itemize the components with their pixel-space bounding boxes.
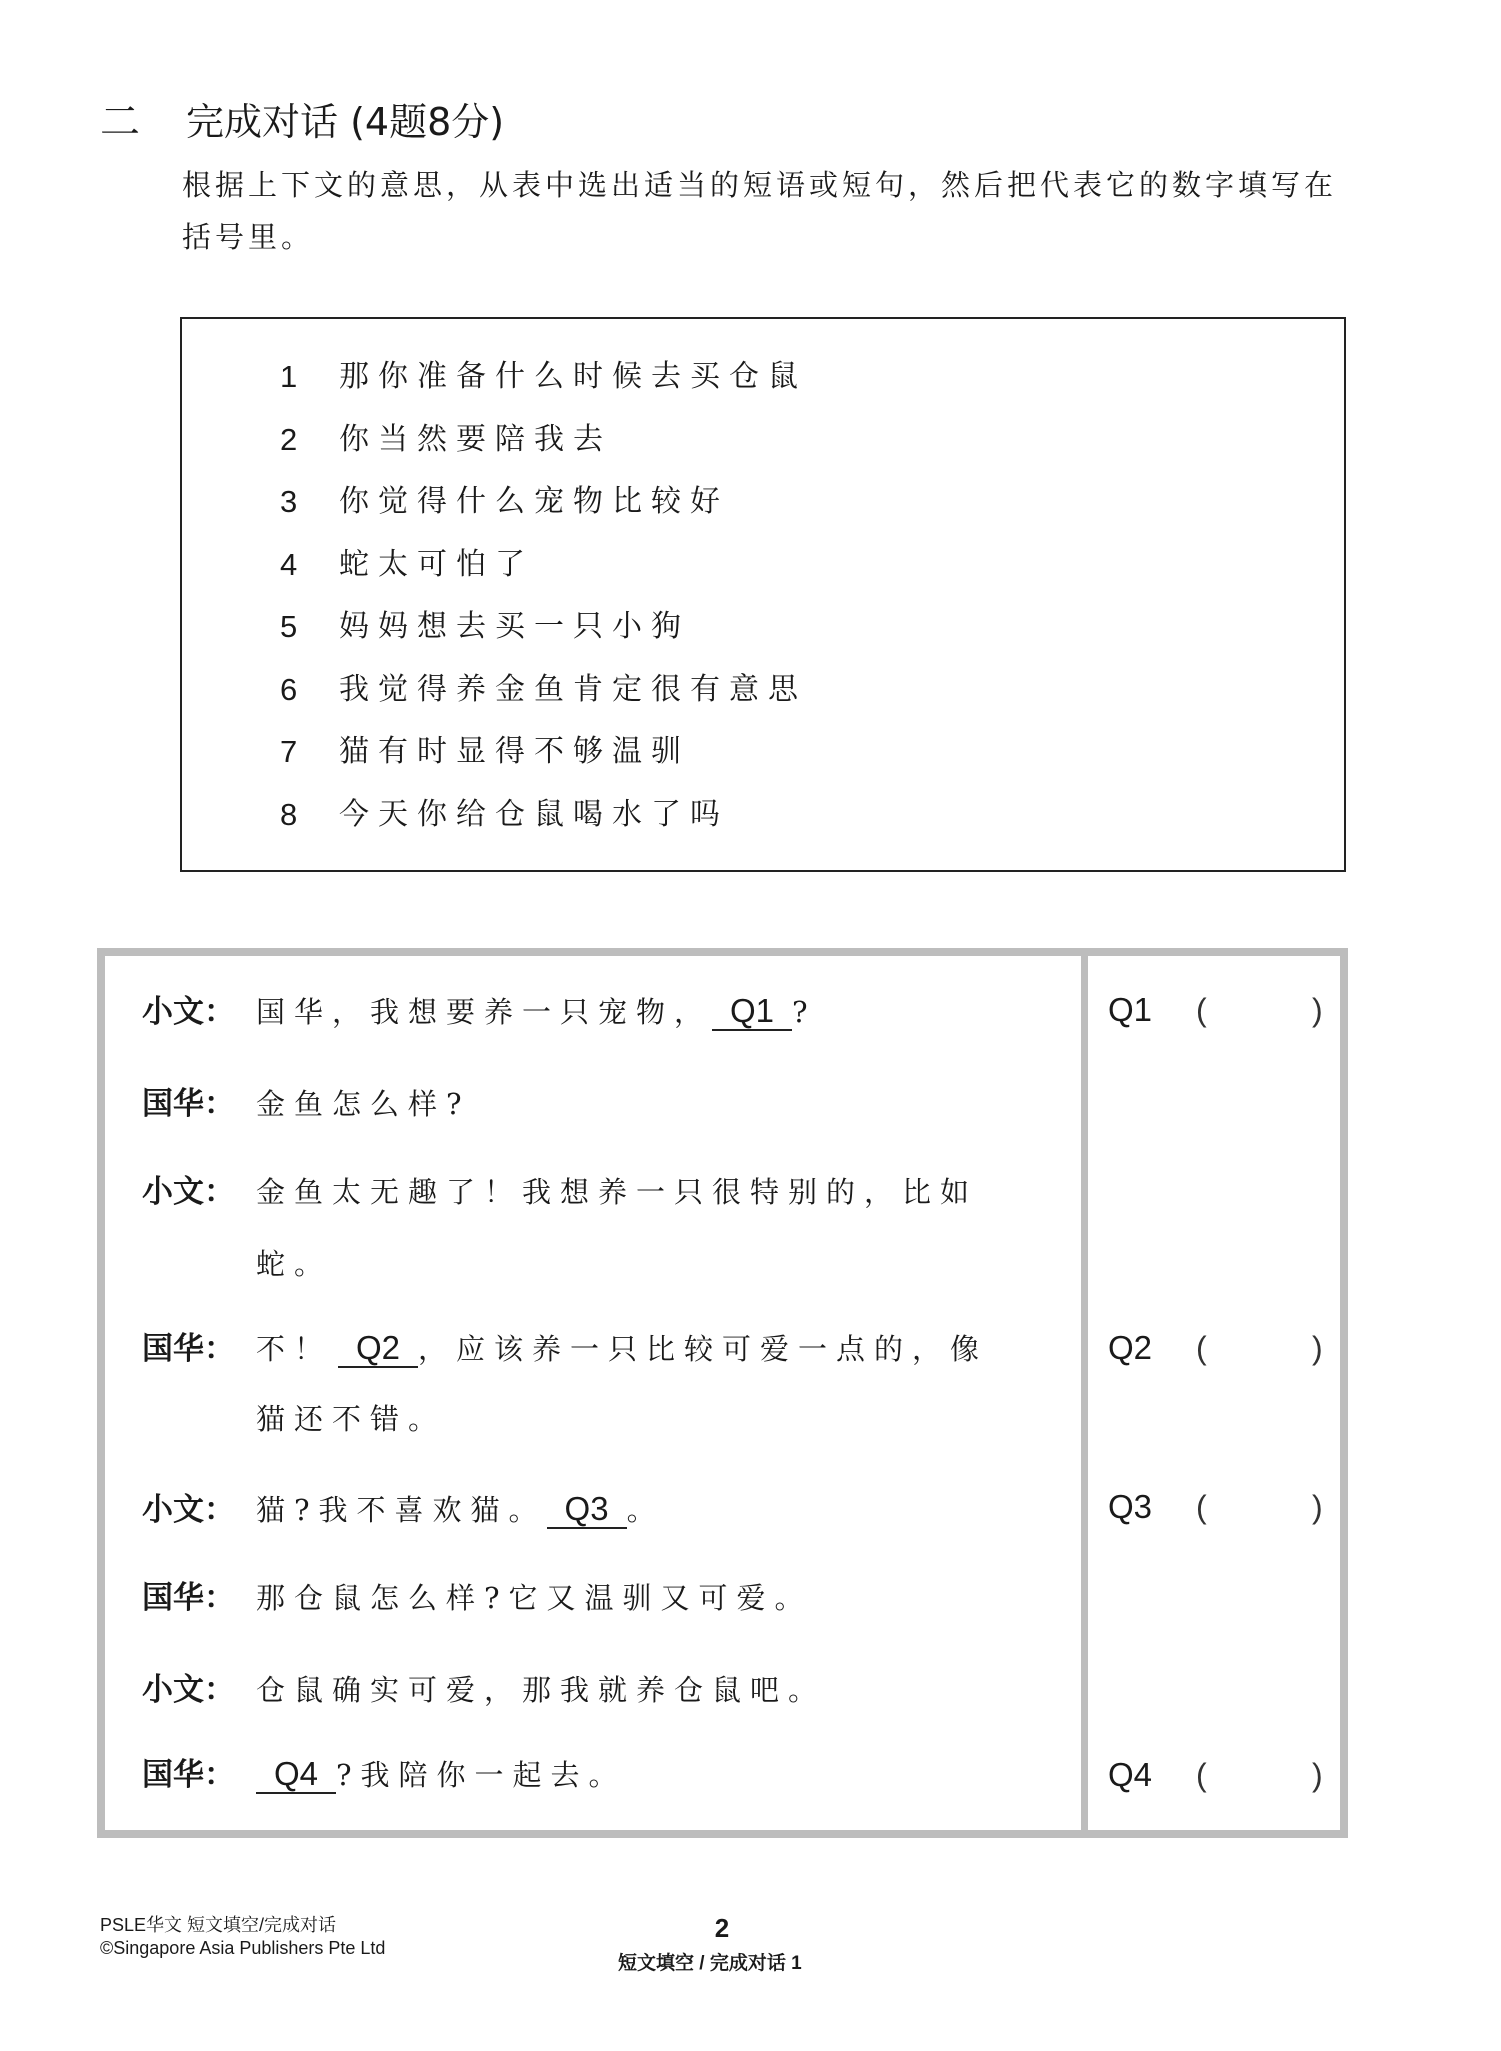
option-3-text: 你觉得什么宠物比较好	[339, 484, 729, 519]
option-7-number: 7	[280, 734, 298, 769]
speaker-label: 小文：	[142, 1492, 235, 1528]
answer-open-paren: (	[1196, 1330, 1207, 1366]
footer-book-title: PSLE华文 短文填空/完成对话	[100, 1915, 337, 1935]
dialogue-text: 金鱼太无趣了！我想养一只很特别的，比如	[256, 1175, 979, 1209]
dialogue-text: ，应该养一只比较可爱一点的，像	[418, 1332, 989, 1366]
answer-close-paren: )	[1312, 1489, 1323, 1525]
option-3-number: 3	[280, 484, 298, 519]
speaker-label: 国华：	[142, 1086, 235, 1122]
dialogue-line-4-continued	[256, 1397, 446, 1441]
option-8-number: 8	[280, 797, 298, 832]
answer-close-paren: )	[1312, 1330, 1323, 1366]
dialogue-line-6	[256, 1576, 813, 1620]
dialogue-line-7	[256, 1668, 826, 1712]
answer-label-q2: Q2	[1108, 1329, 1153, 1366]
blank-q1: Q1	[712, 993, 792, 1031]
speaker-label: 小文：	[142, 1672, 235, 1708]
answer-open-paren: (	[1196, 992, 1207, 1028]
answer-open-paren: (	[1196, 1489, 1207, 1525]
option-5-text: 妈妈想去买一只小狗	[339, 609, 690, 644]
dialogue-column-divider	[1081, 948, 1088, 1838]
answer-close-paren: )	[1312, 1757, 1323, 1793]
dialogue-text: 金鱼怎么样?	[256, 1087, 471, 1121]
speaker-label: 国华：	[142, 1331, 235, 1367]
speaker-label: 小文：	[142, 994, 235, 1030]
dialogue-text: 国华，我想要养一只宠物，	[256, 995, 713, 1029]
dialogue-text: 不！	[256, 1332, 333, 1366]
answer-close-paren: )	[1312, 992, 1323, 1028]
option-6-text: 我觉得养金鱼肯定很有意思	[339, 672, 807, 707]
dialogue-text: 蛇。	[256, 1247, 333, 1281]
answer-field-q1[interactable]	[1218, 990, 1308, 1030]
blank-q4: Q4	[256, 1756, 336, 1794]
answer-label-q4: Q4	[1108, 1756, 1153, 1793]
option-7-text: 猫有时显得不够温驯	[339, 734, 690, 769]
answer-field-q3[interactable]	[1218, 1487, 1308, 1527]
page-subtitle: 短文填空 / 完成对话 1	[618, 1953, 802, 1974]
answer-label-q3: Q3	[1108, 1488, 1153, 1525]
answer-field-q4[interactable]	[1218, 1755, 1308, 1795]
dialogue-line-8	[256, 1753, 627, 1797]
instruction-line-2: 括号里。	[182, 220, 315, 254]
answer-label-q1: Q1	[1108, 991, 1153, 1028]
blank-q2: Q2	[338, 1330, 418, 1368]
option-4-text: 蛇太可怕了	[339, 547, 534, 582]
section-title: 完成对话 (4题8分)	[186, 100, 505, 144]
option-2-text: 你当然要陪我去	[339, 422, 612, 457]
dialogue-line-1	[256, 990, 817, 1034]
answer-open-paren: (	[1196, 1757, 1207, 1793]
dialogue-line-3	[256, 1170, 978, 1214]
dialogue-line-5	[256, 1488, 665, 1532]
option-2-number: 2	[280, 422, 298, 457]
speaker-label: 国华：	[142, 1580, 235, 1616]
dialogue-line-3-continued	[256, 1242, 332, 1286]
option-8-text: 今天你给仓鼠喝水了吗	[339, 797, 729, 832]
footer-copyright: ©Singapore Asia Publishers Pte Ltd	[100, 1938, 386, 1958]
dialogue-text: 。	[626, 1493, 665, 1527]
dialogue-line-4	[256, 1327, 988, 1371]
speaker-label: 国华：	[142, 1757, 235, 1793]
instruction-line-1: 根据上下文的意思，从表中选出适当的短语或短句，然后把代表它的数字填写在	[182, 168, 1338, 202]
speaker-label: 小文：	[142, 1174, 235, 1210]
option-4-number: 4	[280, 547, 298, 582]
dialogue-text: ?我陪你一起去。	[336, 1758, 627, 1792]
option-6-number: 6	[280, 672, 298, 707]
section-number: 二	[100, 99, 140, 145]
dialogue-text: 那仓鼠怎么样?它又温驯又可爱。	[256, 1581, 813, 1615]
dialogue-text: 猫?我不喜欢猫。	[256, 1493, 547, 1527]
dialogue-text: 仓鼠确实可爱，那我就养仓鼠吧。	[256, 1673, 827, 1707]
blank-q3: Q3	[547, 1491, 627, 1529]
option-1-number: 1	[280, 359, 298, 394]
page-number: 2	[714, 1913, 730, 1943]
dialogue-text: 猫还不错。	[256, 1402, 447, 1436]
option-5-number: 5	[280, 609, 298, 644]
dialogue-text: ?	[792, 995, 817, 1029]
options-box	[180, 317, 1346, 872]
option-1-text: 那你准备什么时候去买仓鼠	[339, 359, 807, 394]
dialogue-line-2	[256, 1082, 471, 1126]
answer-field-q2[interactable]	[1218, 1328, 1308, 1368]
